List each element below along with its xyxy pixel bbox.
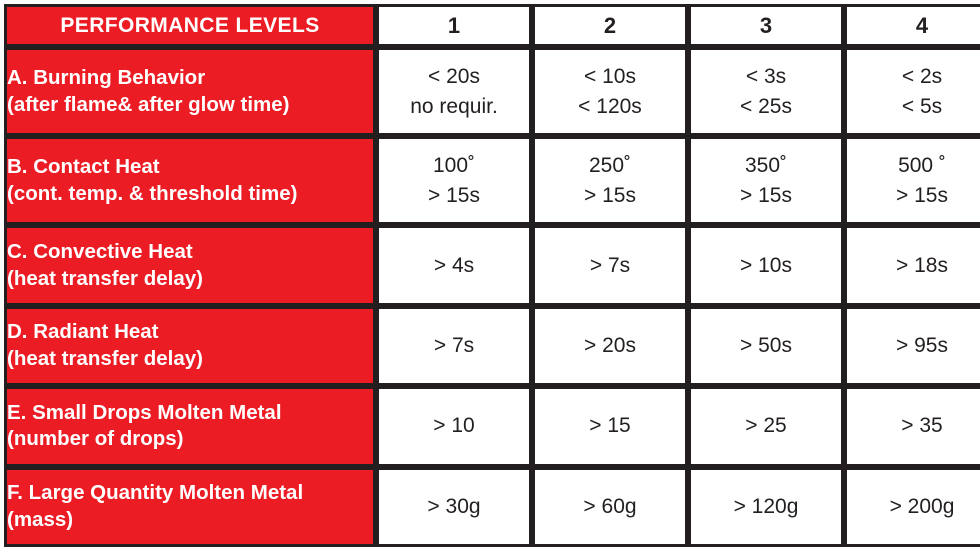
cell-value-2: > 15s bbox=[740, 183, 792, 207]
table-row bbox=[4, 136, 980, 225]
cell-value-1: 350˚ bbox=[744, 154, 788, 178]
cell-value-1: > 4s bbox=[433, 253, 475, 277]
row-label-line1: D. Radiant Heat bbox=[7, 320, 159, 344]
row-label-line2: (after flame& after glow time) bbox=[7, 92, 290, 116]
cell-b-level-3 bbox=[688, 136, 844, 225]
cell-e-level-1 bbox=[376, 386, 532, 466]
cell-f-level-3 bbox=[688, 467, 844, 547]
cell-a-level-4 bbox=[844, 47, 980, 136]
cell-f-level-1 bbox=[376, 467, 532, 547]
cell-value-2: < 5s bbox=[901, 94, 943, 118]
row-label-d-radiant-heat bbox=[4, 306, 376, 386]
cell-b-level-2 bbox=[532, 136, 688, 225]
cell-c-level-4 bbox=[844, 225, 980, 305]
cell-a-level-3 bbox=[688, 47, 844, 136]
row-label-line2: (cont. temp. & threshold time) bbox=[7, 181, 298, 205]
cell-e-level-3 bbox=[688, 386, 844, 466]
cell-value-1: 100˚ bbox=[432, 154, 476, 178]
row-label-line1: B. Contact Heat bbox=[7, 155, 160, 179]
cell-value-1: > 95s bbox=[896, 334, 948, 358]
cell-b-level-4 bbox=[844, 136, 980, 225]
row-label-line2: (heat transfer delay) bbox=[7, 346, 203, 370]
cell-d-level-3 bbox=[688, 306, 844, 386]
cell-value-1: > 35 bbox=[901, 414, 943, 438]
row-label-line2: (heat transfer delay) bbox=[7, 266, 203, 290]
cell-d-level-1 bbox=[376, 306, 532, 386]
cell-value-1: > 200g bbox=[889, 494, 955, 518]
cell-e-level-4 bbox=[844, 386, 980, 466]
row-label-line1: E. Small Drops Molten Metal bbox=[7, 400, 282, 424]
header-level-4: 4 bbox=[844, 4, 980, 47]
cell-a-level-2 bbox=[532, 47, 688, 136]
cell-a-level-1 bbox=[376, 47, 532, 136]
cell-value-1: > 10 bbox=[433, 414, 475, 438]
row-label-a-burning-behavior bbox=[4, 47, 376, 136]
cell-f-level-2 bbox=[532, 467, 688, 547]
table-header-row bbox=[4, 4, 980, 47]
header-level-1: 1 bbox=[376, 4, 532, 47]
cell-value-1: > 7s bbox=[589, 253, 631, 277]
cell-d-level-4 bbox=[844, 306, 980, 386]
cell-value-1: > 7s bbox=[433, 334, 475, 358]
cell-value-2: no requir. bbox=[410, 94, 498, 118]
row-label-line1: C. Convective Heat bbox=[7, 239, 193, 263]
row-label-b-contact-heat bbox=[4, 136, 376, 225]
cell-value-2: > 15s bbox=[428, 183, 480, 207]
cell-value-1: > 120g bbox=[733, 494, 799, 518]
row-label-line1: F. Large Quantity Molten Metal bbox=[7, 481, 304, 505]
cell-value-1: > 20s bbox=[584, 334, 636, 358]
table-row bbox=[4, 306, 980, 386]
cell-value-1: < 3s bbox=[745, 65, 787, 89]
row-label-line2: (mass) bbox=[7, 507, 74, 531]
cell-value-1: 500 ˚ bbox=[898, 154, 946, 178]
cell-c-level-2 bbox=[532, 225, 688, 305]
cell-c-level-1 bbox=[376, 225, 532, 305]
cell-c-level-3 bbox=[688, 225, 844, 305]
row-label-c-convective-heat bbox=[4, 225, 376, 305]
cell-b-level-1 bbox=[376, 136, 532, 225]
row-label-e-small-drops-molten-metal bbox=[4, 386, 376, 466]
header-level-2: 2 bbox=[532, 4, 688, 47]
row-label-line2: (number of drops) bbox=[7, 427, 184, 451]
cell-value-2: < 120s bbox=[578, 94, 642, 118]
cell-value-1: > 30g bbox=[427, 494, 481, 518]
cell-value-1: < 2s bbox=[901, 65, 943, 89]
cell-value-2: < 25s bbox=[740, 94, 792, 118]
cell-e-level-2 bbox=[532, 386, 688, 466]
row-label-f-large-quantity-molten-metal bbox=[4, 467, 376, 547]
table-row bbox=[4, 467, 980, 547]
cell-value-2: > 15s bbox=[584, 183, 636, 207]
cell-value-1: > 25 bbox=[745, 414, 787, 438]
table-row bbox=[4, 47, 980, 136]
performance-levels-table bbox=[4, 4, 980, 547]
cell-value-1: > 18s bbox=[896, 253, 948, 277]
row-label-line1: A. Burning Behavior bbox=[7, 66, 206, 90]
cell-value-1: > 15 bbox=[589, 414, 631, 438]
table-row bbox=[4, 386, 980, 466]
cell-value-1: 250˚ bbox=[588, 154, 632, 178]
header-level-3: 3 bbox=[688, 4, 844, 47]
cell-value-2: > 15s bbox=[896, 183, 948, 207]
cell-value-1: > 10s bbox=[740, 253, 792, 277]
cell-value-1: > 60g bbox=[583, 494, 637, 518]
cell-value-1: > 50s bbox=[740, 334, 792, 358]
header-performance-levels: PERFORMANCE LEVELS bbox=[4, 4, 376, 47]
cell-f-level-4 bbox=[844, 467, 980, 547]
table-row bbox=[4, 225, 980, 305]
cell-value-1: < 20s bbox=[428, 65, 480, 89]
cell-d-level-2 bbox=[532, 306, 688, 386]
cell-value-1: < 10s bbox=[584, 65, 636, 89]
